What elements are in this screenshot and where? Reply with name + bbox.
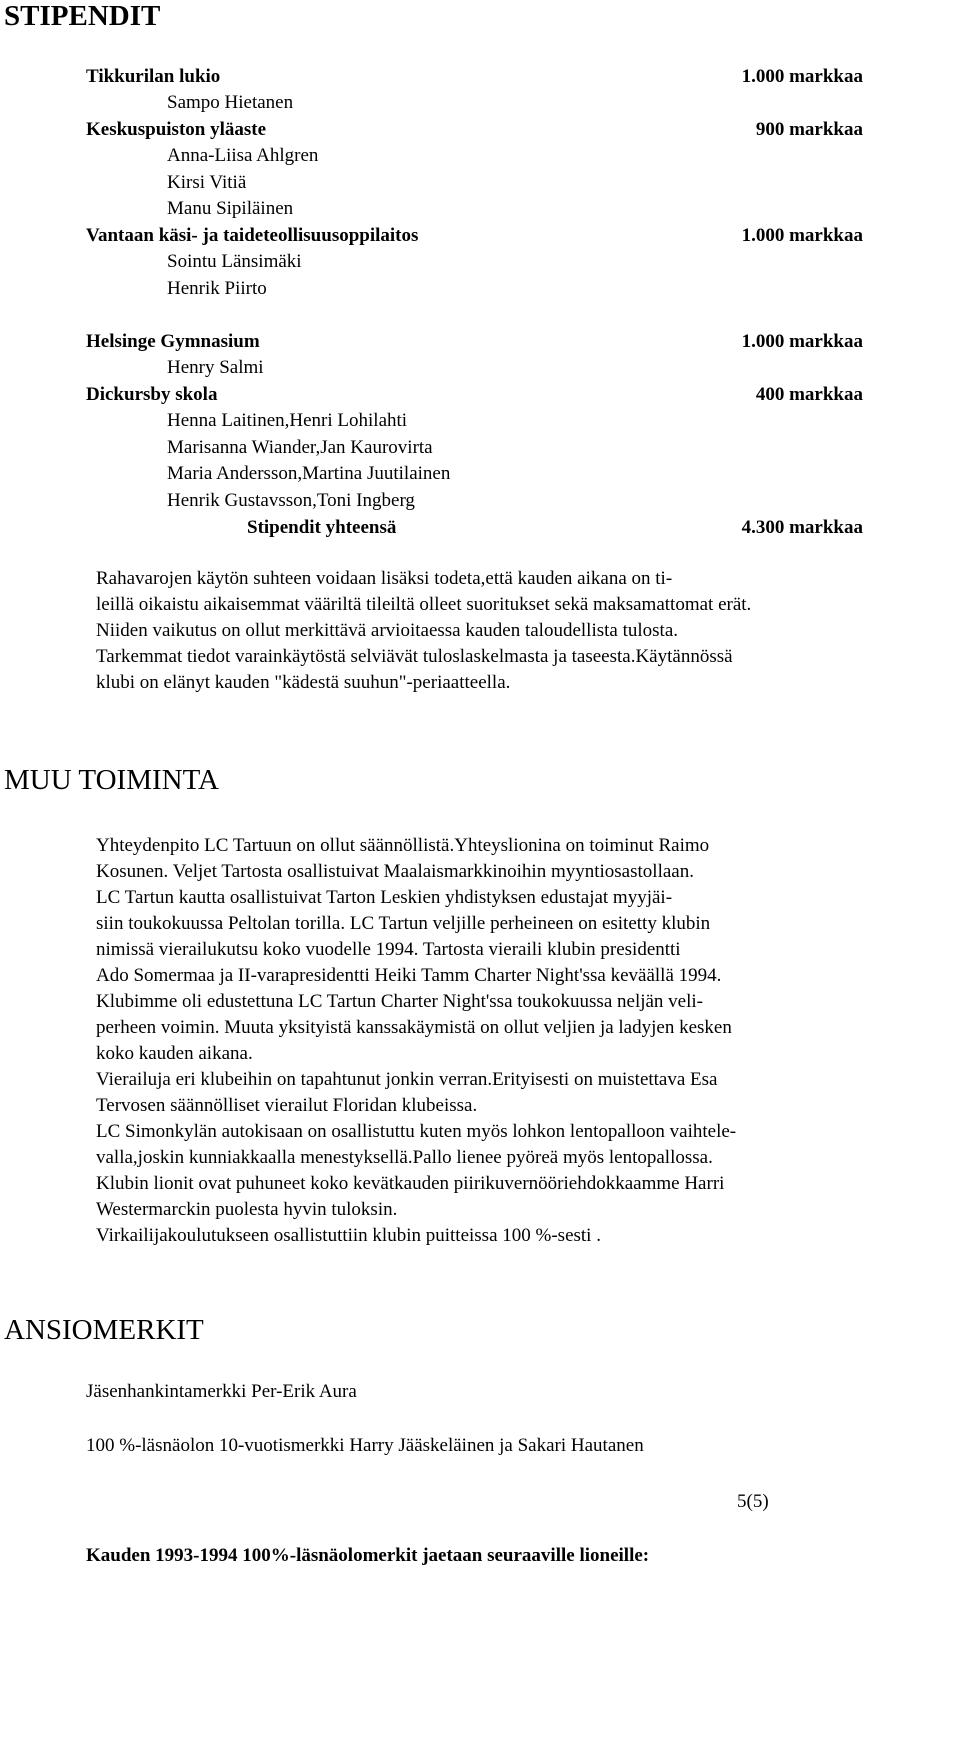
scholarship-total-label: Stipendit yhteensä [247,517,397,538]
paragraph-line: LC Tartun kautta osallistuivat Tarton Leskien yhdistyksen edustajat myyjäi- [96,887,673,908]
finance-note-paragraph [96,566,751,696]
paragraph-line: Tarkemmat tiedot varainkäytöstä selviävät tuloslaskelmasta ja taseesta.Käytännössä [96,646,733,667]
paragraph-line: leillä oikaistu aikaisemmat vääriltä tileiltä olleet suoritukset sekä maksamattomat erät. [96,594,752,615]
paragraph-line: valla,joskin kunniakkaalla menestyksellä.Pallo lienee pyöreä myös lentopallossa. [96,1147,713,1168]
recipient-name: Henry Salmi [167,357,264,378]
merit-award-item: Jäsenhankintamerkki Per-Erik Aura [86,1381,357,1402]
merit-award-item: 100 %-läsnäolon 10-vuotismerkki Harry Jääskeläinen ja Sakari Hautanen [86,1435,644,1456]
scholarship-total-amount: 4.300 markkaa [741,517,863,538]
paragraph-line: Ado Somermaa ja II-varapresidentti Heiki Tamm Charter Night'ssa keväällä 1994. [96,965,722,986]
paragraph-line: Yhteydenpito LC Tartuun on ollut säännöllistä.Yhteyslionina on toiminut Raimo [96,835,710,856]
recipient-name: Maria Andersson,Martina Juutilainen [167,463,451,484]
paragraph-line: perheen voimin. Muuta yksityistä kanssakäymistä on ollut veljien ja ladyjen kesken [96,1017,732,1038]
recipient-name: Sampo Hietanen [167,92,294,113]
paragraph-line: Kosunen. Veljet Tartosta osallistuivat Maalaismarkkinoihin myyntiosastollaan. [96,861,694,882]
page-number: 5(5) [737,1491,769,1512]
activities-paragraph [96,833,736,1249]
section-heading-ansiomerkit: ANSIOMERKIT [4,1314,204,1346]
school-name: Helsinge Gymnasium [86,331,260,352]
paragraph-line: LC Simonkylän autokisaan on osallistuttu kuten myös lohkon lentopalloon vaihtele- [96,1121,737,1142]
paragraph-line: Niiden vaikutus on ollut merkittävä arvioitaessa kauden taloudellista tulosta. [96,620,679,641]
school-name: Dickursby skola [86,384,218,405]
scholarship-amount: 1.000 markkaa [741,331,863,352]
scholarship-amount: 400 markkaa [755,384,863,405]
paragraph-line: Westermarckin puolesta hyvin tuloksin. [96,1199,398,1220]
paragraph-line: Klubin lionit ovat puhuneet koko kevätkauden piirikuvernööriehdokkaamme Harri [96,1173,725,1194]
paragraph-line: Klubimme oli edustettuna LC Tartun Charter Night'ssa toukokuussa neljän veli- [96,991,703,1012]
recipient-name: Anna-Liisa Ahlgren [167,145,319,166]
footer-attendance-note: Kauden 1993-1994 100%-läsnäolomerkit jaetaan seuraaville lioneille: [86,1545,650,1566]
section-heading-muu-toiminta: MUU TOIMINTA [4,764,219,796]
school-name: Keskuspuiston yläaste [86,119,267,140]
scholarship-amount: 900 markkaa [755,119,863,140]
recipient-name: Henrik Gustavsson,Toni Ingberg [167,490,415,511]
school-name: Vantaan käsi- ja taideteollisuusoppilaitos [86,225,419,246]
paragraph-line: siin toukokuussa Peltolan torilla. LC Tartun veljille perheineen on esitetty klubin [96,913,711,934]
paragraph-line: koko kauden aikana. [96,1043,253,1064]
paragraph-line: Vierailuja eri klubeihin on tapahtunut jonkin verran.Erityisesti on muistettava Esa [96,1069,718,1090]
paragraph-line: nimissä vierailukutsu koko vuodelle 1994. Tartosta vieraili klubin presidentti [96,939,681,960]
paragraph-line: Virkailijakoulutukseen osallistuttiin klubin puitteissa 100 %-sesti . [96,1225,601,1246]
scholarship-amount: 1.000 markkaa [741,66,863,87]
school-name: Tikkurilan lukio [86,66,221,87]
recipient-name: Kirsi Vitiä [167,172,247,193]
recipient-name: Manu Sipiläinen [167,198,294,219]
scholarship-amount: 1.000 markkaa [741,225,863,246]
recipient-name: Henna Laitinen,Henri Lohilahti [167,410,408,431]
paragraph-line: Rahavarojen käytön suhteen voidaan lisäksi todeta,että kauden aikana on ti- [96,568,673,589]
recipient-name: Sointu Länsimäki [167,251,302,272]
paragraph-line: klubi on elänyt kauden "kädestä suuhun"-periaatteella. [96,672,511,693]
recipient-name: Henrik Piirto [167,278,267,299]
recipient-name: Marisanna Wiander,Jan Kaurovirta [167,437,433,458]
section-heading-stipendit: STIPENDIT [4,0,161,32]
paragraph-line: Tervosen säännölliset vierailut Floridan klubeissa. [96,1095,478,1116]
